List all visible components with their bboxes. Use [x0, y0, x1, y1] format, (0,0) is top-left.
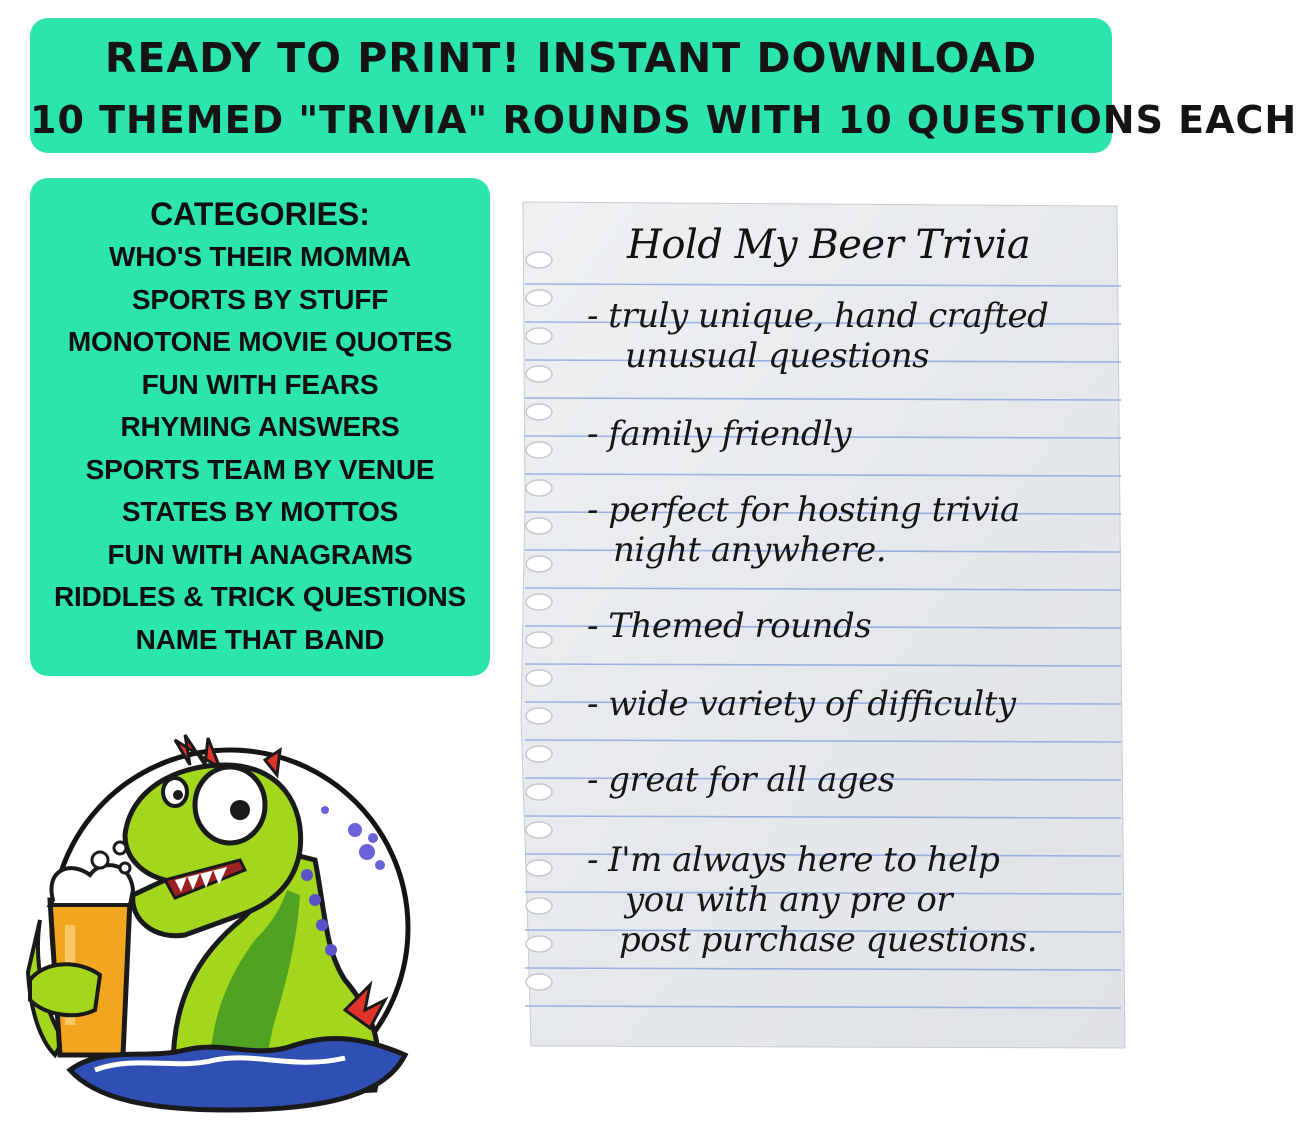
note-bullet — [587, 414, 851, 454]
category-item: RIDDLES & TRICK QUESTIONS — [54, 581, 466, 612]
category-item: RHYMING ANSWERS — [120, 411, 400, 442]
note-bullet — [587, 760, 895, 800]
category-item: NAME THAT BAND — [135, 623, 385, 655]
note-bullet — [587, 684, 1016, 724]
note-line: unusual questions — [625, 336, 930, 376]
category-item: FUN WITH ANAGRAMS — [107, 538, 413, 570]
categories-panel — [30, 178, 490, 676]
notepad-title: Hold My Beer Trivia — [627, 222, 1031, 268]
note-line: - Themed rounds — [587, 606, 872, 646]
categories-list — [30, 236, 490, 661]
banner-line-1: READY TO PRINT! INSTANT DOWNLOAD — [104, 34, 1038, 82]
header-banner — [30, 18, 1297, 153]
notepad-paper — [517, 200, 1129, 1050]
category-item: SPORTS TEAM BY VENUE — [85, 453, 435, 485]
dragon-beer-icon — [25, 710, 445, 1115]
note-line: you with any pre or — [625, 880, 953, 920]
category-item: MONOTONE MOVIE QUOTES — [67, 326, 453, 357]
note-line: - truly unique, hand crafted — [587, 296, 1049, 336]
note-line: post purchase questions. — [619, 920, 1038, 960]
note-bullet — [587, 840, 1037, 960]
categories-heading: CATEGORIES: — [150, 196, 370, 232]
dragon-mascot — [25, 710, 445, 1119]
category-item: SPORTS BY STUFF — [131, 283, 389, 315]
note-bullet — [587, 296, 1048, 376]
note-line: - perfect for hosting trivia — [587, 490, 1020, 530]
note-line: - wide variety of difficulty — [587, 684, 1016, 724]
note-line: - great for all ages — [587, 760, 895, 800]
category-item: WHO'S THEIR MOMMA — [109, 241, 411, 272]
note-bullet — [587, 606, 871, 646]
category-item: FUN WITH FEARS — [141, 368, 379, 400]
note-line: night anywhere. — [613, 530, 887, 570]
category-item: STATES BY MOTTOS — [121, 496, 399, 527]
note-line: - I'm always here to help — [587, 840, 1000, 880]
banner-line-2: 10 THEMED "TRIVIA" ROUNDS WITH 10 QUESTIONS EACH — [30, 98, 1297, 142]
note-bullet — [587, 490, 1020, 570]
beer-glass-icon — [50, 842, 133, 1055]
note-line: - family friendly — [587, 414, 852, 454]
